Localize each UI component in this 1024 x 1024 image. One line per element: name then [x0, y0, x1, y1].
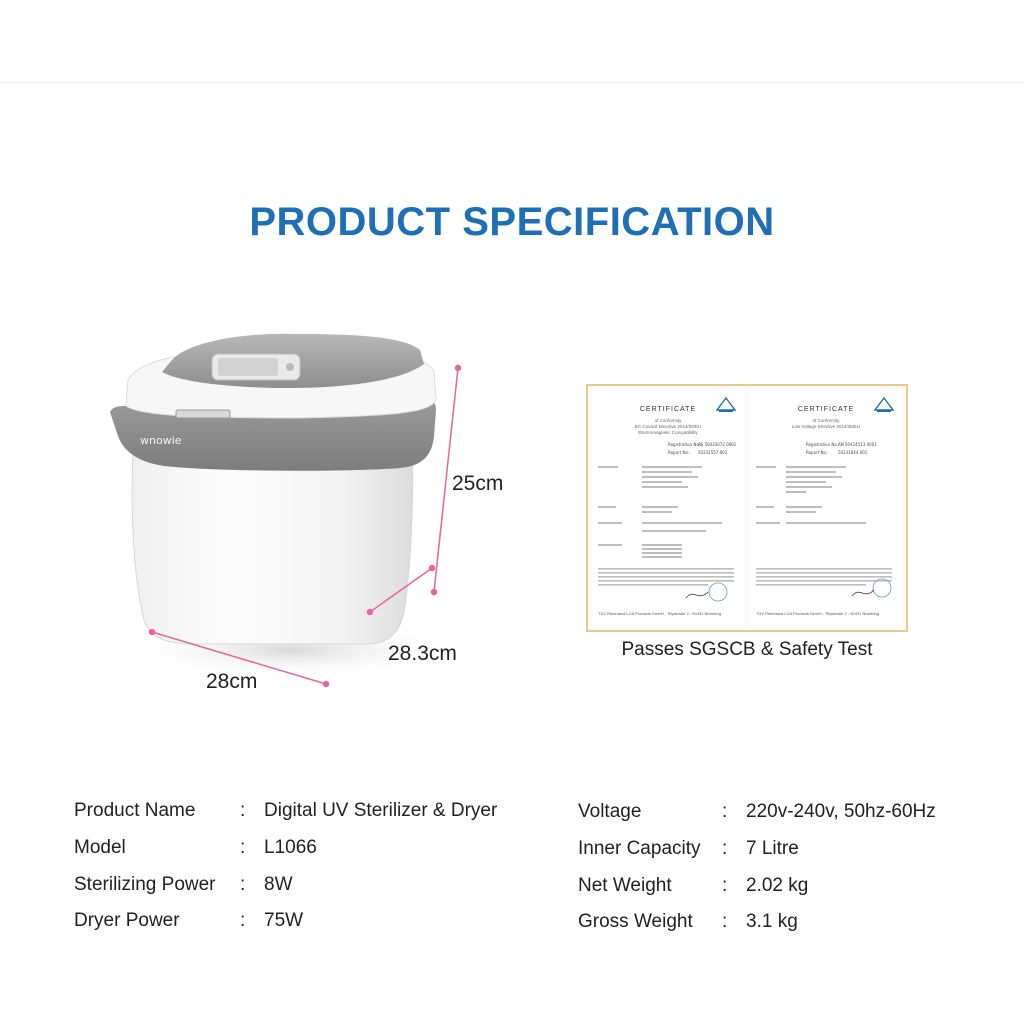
- spec-label: Model: [74, 837, 126, 858]
- cert-report-no: 50231557 001: [698, 450, 728, 455]
- spec-separator: :: [722, 911, 728, 932]
- spec-separator: :: [240, 837, 246, 858]
- certificate-subtitle: of Conformity Low Voltage Directive 2014/35/EU: [791, 418, 861, 429]
- spec-label: Inner Capacity: [578, 838, 701, 859]
- spec-separator: :: [722, 838, 728, 859]
- certificate-text-body: [598, 442, 738, 602]
- spec-value: 7 Litre: [746, 838, 799, 859]
- cert-report-no: 50231644 001: [838, 450, 868, 455]
- width-dimension-label: 28cm: [206, 670, 258, 693]
- page-title: PRODUCT SPECIFICATION: [249, 200, 775, 244]
- spec-label: Voltage: [578, 801, 642, 822]
- svg-text:Report No.:: Report No.:: [668, 450, 691, 455]
- cert-registration-no: AN 50424513 0001: [838, 442, 877, 447]
- power-button-icon: [286, 363, 294, 371]
- certificate-heading: CERTIFICATE: [639, 406, 697, 413]
- height-dimension-label: 25cm: [452, 472, 504, 495]
- certificates-frame: [586, 384, 908, 632]
- certificate-footer: TÜV Rheinland LGA Products GmbH - Tillystraße 2 - 90431 Nürnberg: [756, 611, 880, 616]
- spec-label: Dryer Power: [74, 910, 180, 931]
- brand-logo: wnowie: [140, 434, 182, 447]
- spec-separator: :: [722, 801, 728, 822]
- spec-separator: :: [240, 910, 246, 931]
- spec-value: 8W: [264, 874, 293, 895]
- certificates-caption: Passes SGSCB & Safety Test: [621, 639, 873, 660]
- spec-label: Product Name: [74, 800, 196, 821]
- spec-value: L1066: [264, 837, 317, 858]
- top-divider: [0, 82, 1024, 83]
- spec-separator: :: [240, 800, 246, 821]
- display-screen: [218, 358, 278, 376]
- spec-value: 75W: [264, 910, 304, 931]
- handle-slot: [176, 410, 230, 418]
- certificate-emc: [592, 390, 744, 626]
- spec-value: 3.1 kg: [746, 911, 798, 932]
- certificate-subtitle: of Conformity EC Council Directive 2014/30/EU Electromagnetic Compatibility: [634, 418, 702, 435]
- svg-text:Registration No.:: Registration No.:: [668, 442, 702, 447]
- spec-value: Digital UV Sterilizer & Dryer: [264, 800, 498, 821]
- spec-separator: :: [722, 875, 728, 896]
- certificate-lvd: [750, 390, 902, 626]
- svg-text:Report No.:: Report No.:: [806, 450, 829, 455]
- spec-label: Sterilizing Power: [74, 874, 216, 895]
- svg-text:Registration No.:: Registration No.:: [806, 442, 840, 447]
- spec-separator: :: [240, 874, 246, 895]
- spec-value: 2.02 kg: [746, 875, 809, 896]
- certificate-text-body: [756, 442, 896, 602]
- cert-registration-no: AE 50435072 0001: [698, 442, 737, 447]
- spec-label: Gross Weight: [578, 911, 693, 932]
- spec-value: 220v-240v, 50hz-60Hz: [746, 801, 936, 822]
- certificate-heading: CERTIFICATE: [797, 406, 855, 413]
- certificate-footer: TÜV Rheinland LGA Products GmbH - Tillystraße 2 - 90431 Nürnberg: [598, 611, 722, 616]
- depth-dimension-label: 28.3cm: [388, 642, 457, 665]
- spec-label: Net Weight: [578, 875, 672, 896]
